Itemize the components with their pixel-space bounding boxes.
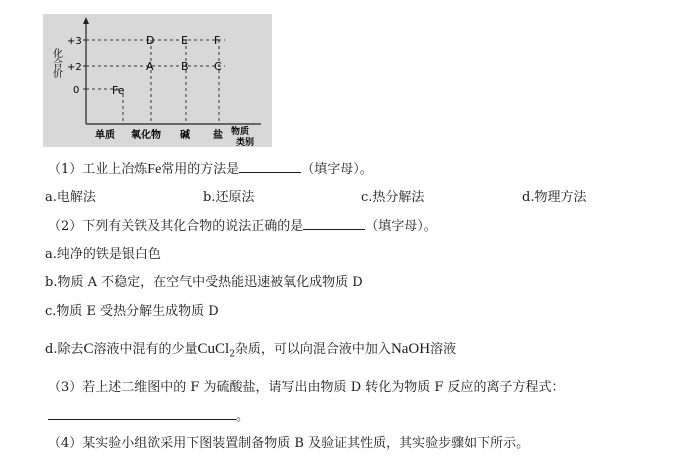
point-f: F (214, 34, 221, 47)
q2-d-prefix: d.除去 (45, 342, 84, 357)
q2-d-mid1: 溶液中混有的少量 (93, 342, 198, 357)
q3-prompt: （3）若上述二维图中的 F 为硫酸盐，请写出由物质 D 转化为物质 F 反应的离子方程式： (48, 380, 565, 395)
q2-option-b: b.物质 A 不稳定，在空气中受热能迅速被氧化成物质 D (45, 275, 363, 290)
q2-d-sub: 2 (229, 349, 235, 360)
q2-d-suffix: 溶液 (430, 342, 457, 357)
q1-prompt (48, 160, 373, 179)
point-c: C (214, 60, 222, 73)
q2-prompt-text: （2）下列有关铁及其化合物的说法正确的是 (48, 219, 304, 234)
q2-d-mid2: 杂质，可以向混合液中加入 (234, 342, 391, 357)
q2-answer-blank[interactable] (303, 217, 365, 230)
q2-d-c: C (83, 341, 94, 357)
q1-option-d: d.物理方法 (522, 190, 587, 205)
q2-prompt (48, 217, 437, 236)
q3-end: 。 (236, 409, 250, 424)
x-cat-base: 碱 (180, 130, 190, 141)
q1-option-c: c.热分解法 (361, 190, 425, 205)
q1-answer-blank[interactable] (239, 160, 301, 173)
q1-option-b: b.还原法 (203, 190, 255, 205)
q2-d-cucl: CuCl (197, 341, 230, 357)
q2-d-naoh: NaOH (390, 341, 431, 357)
point-a: A (146, 60, 154, 73)
point-d: D (146, 34, 155, 47)
q2-option-c: c.物质 E 受热分解生成物质 D (45, 304, 219, 319)
q2-option-d (45, 340, 456, 364)
x-axis-label: 物质 类别 (231, 127, 255, 147)
point-fe: Fe (112, 84, 125, 97)
y-tick-plus3: +3 (67, 36, 82, 47)
q1-prefix: （1）工业上冶炼 (48, 162, 148, 177)
y-axis-arrow (83, 17, 89, 24)
x-cat-salt: 盐 (213, 130, 223, 141)
y-axis-label: 化合价 (50, 48, 62, 78)
x-cat-element: 单质 (95, 130, 115, 141)
diagram-canvas (43, 14, 272, 147)
q3-answer-blank[interactable] (48, 407, 236, 420)
q4-prompt: （4）某实验小组欲采用下图装置制备物质 B 及验证其性质，其实验步骤如下所示。 (48, 436, 530, 451)
q1-suffix: 常用的方法是 (161, 162, 240, 177)
q1-after-blank: （填字母）。 (301, 162, 373, 177)
point-e: E (181, 34, 188, 47)
valence-class-diagram (43, 14, 272, 147)
q2-option-a: a.纯净的铁是银白色 (45, 247, 161, 262)
point-b: B (181, 60, 189, 73)
y-tick-plus2: +2 (67, 62, 82, 73)
q1-fe: Fe (147, 162, 162, 177)
q1-option-a: a.电解法 (45, 190, 96, 205)
y-tick-zero: 0 (73, 85, 80, 96)
x-cat-oxide: 氧化物 (131, 130, 161, 141)
q3-answer-line (48, 407, 249, 426)
q2-after-blank: （填字母）。 (365, 219, 437, 234)
